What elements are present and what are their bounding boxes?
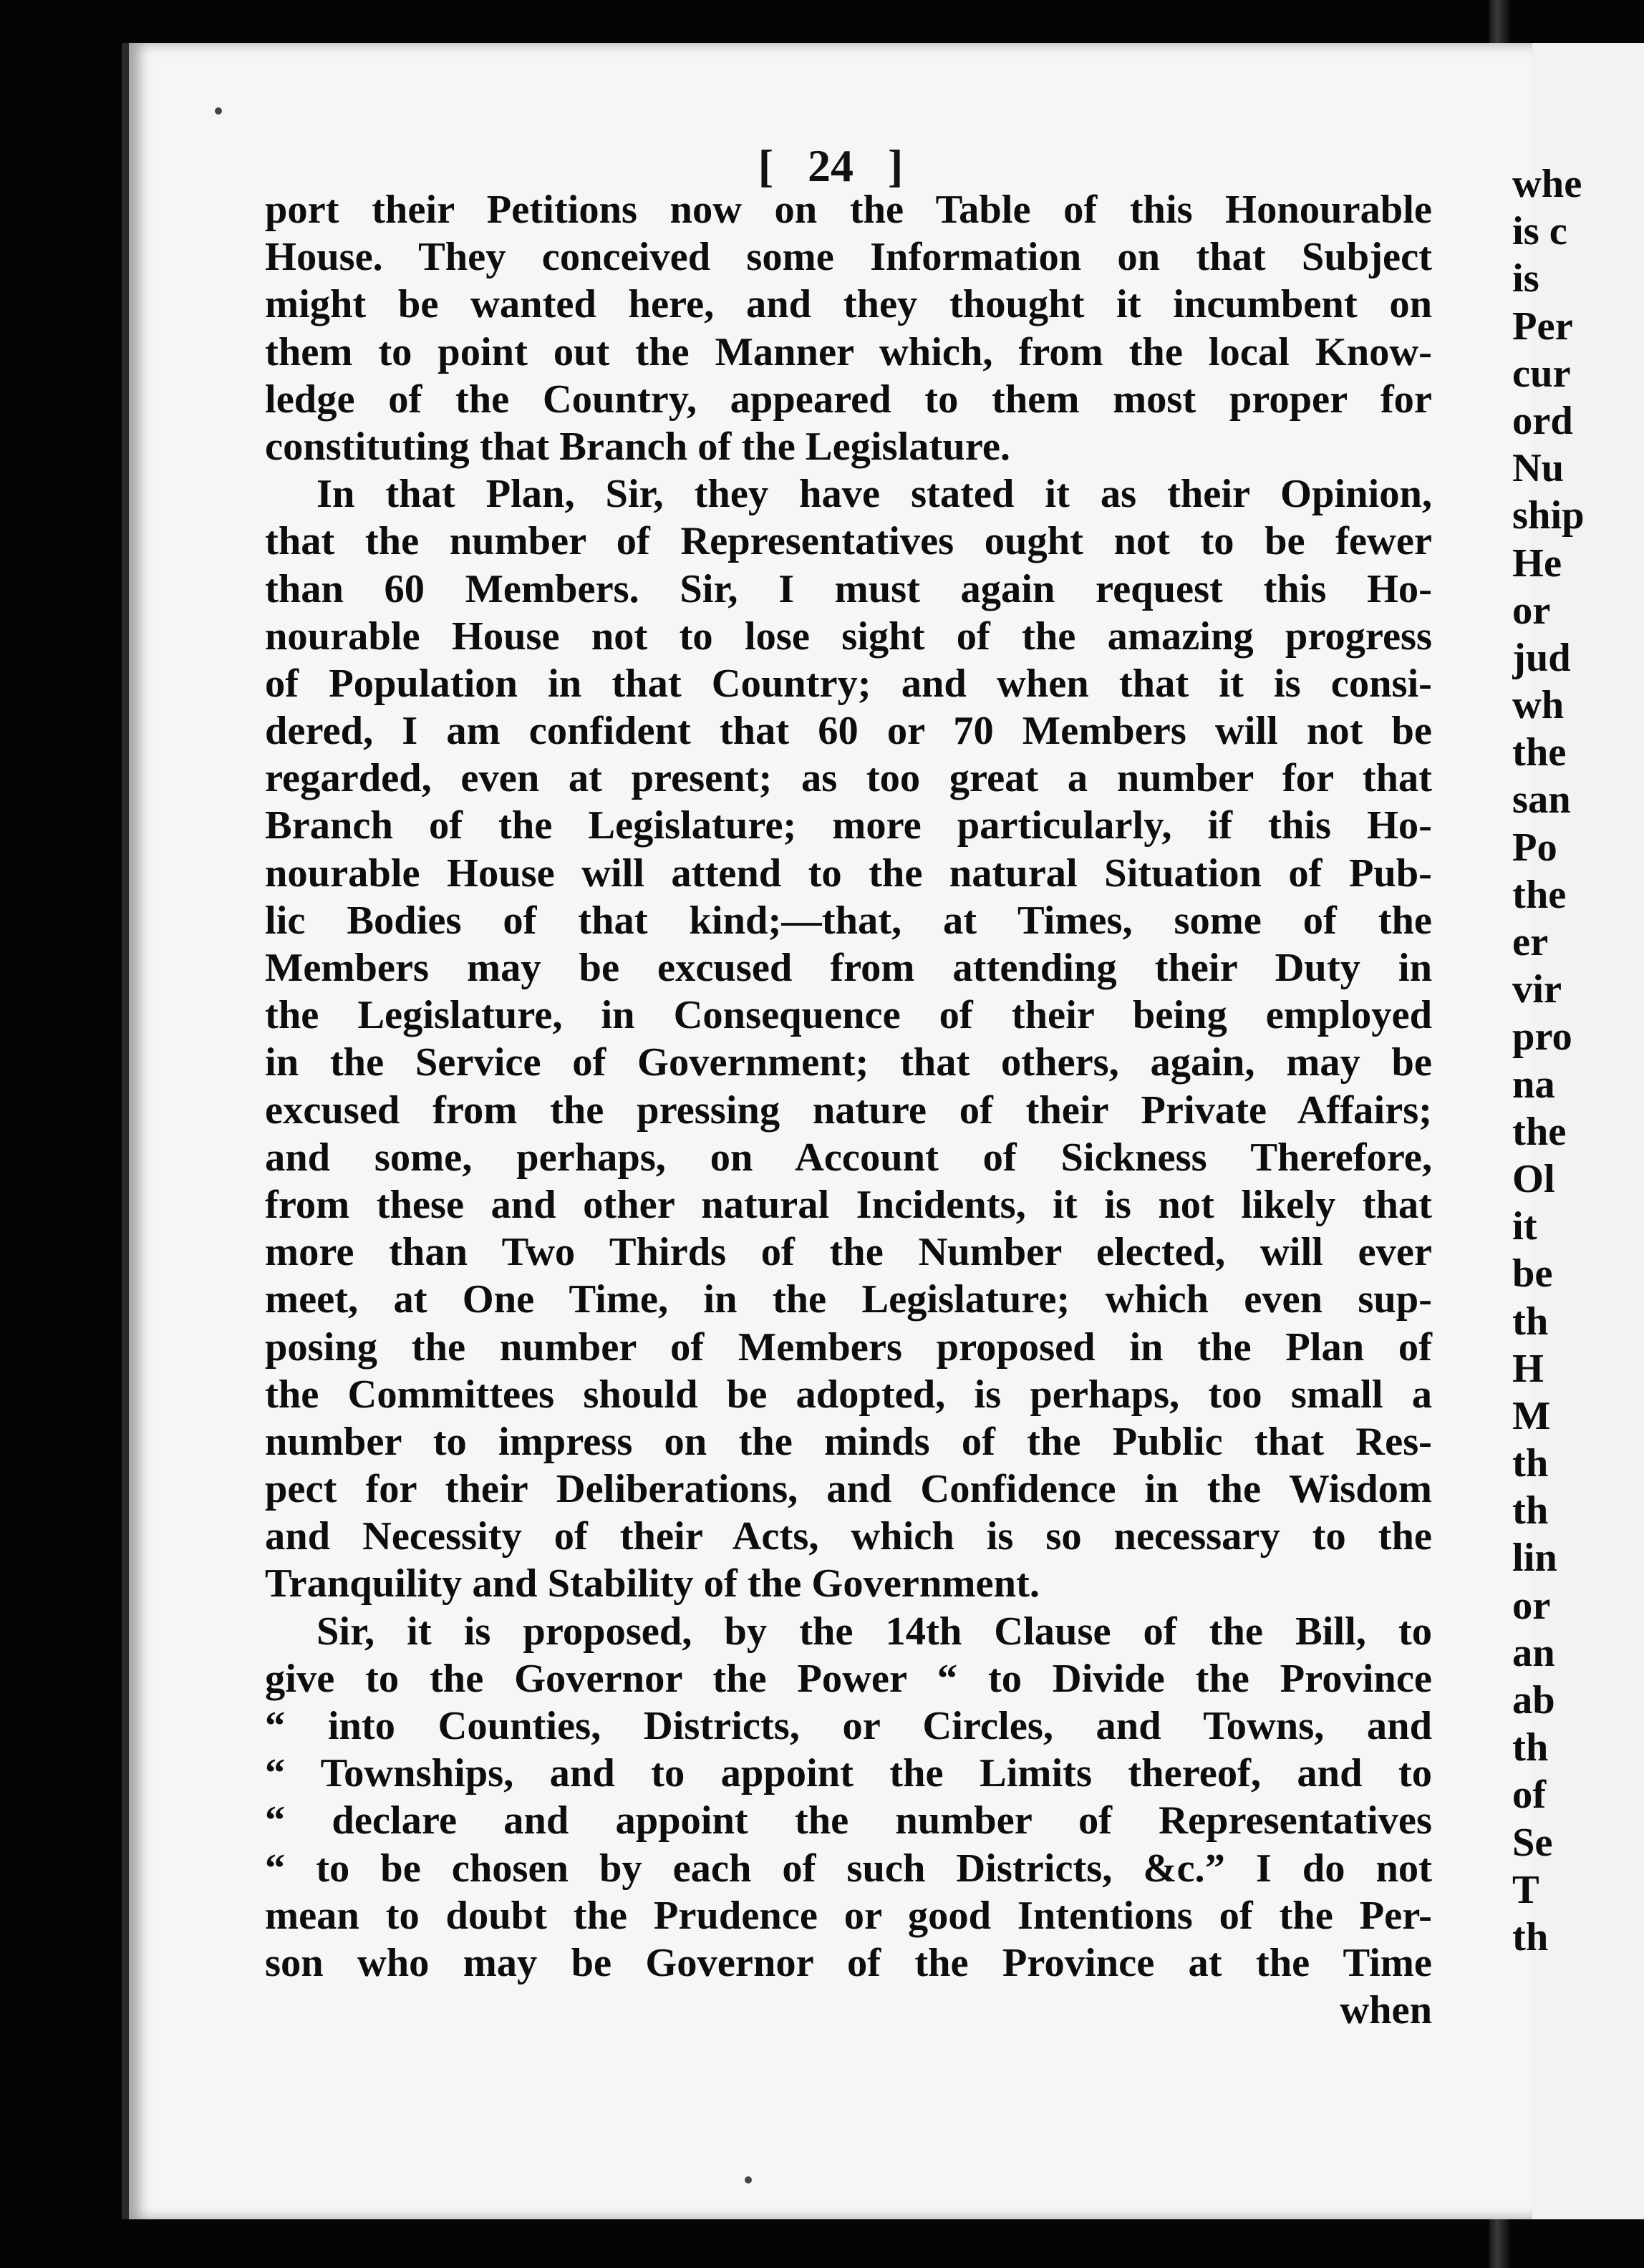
text-line: nourable House not to lose sight of the amazing progress — [265, 614, 1432, 659]
facing-line: th — [1512, 1725, 1549, 1770]
facing-line: ord — [1512, 398, 1573, 443]
facing-line: is c — [1512, 209, 1567, 254]
facing-line: whe — [1512, 162, 1582, 206]
page-header — [129, 140, 1532, 193]
facing-line: Per — [1512, 304, 1573, 349]
text-line: from these and other natural Incidents, it is not likely that — [265, 1182, 1432, 1227]
facing-line: th — [1512, 1441, 1549, 1486]
facing-line: na — [1512, 1062, 1555, 1107]
ink-speck — [745, 2176, 752, 2184]
facing-line: cur — [1512, 351, 1571, 396]
facing-line: Se — [1512, 1820, 1553, 1865]
facing-line: th — [1512, 1914, 1549, 1959]
facing-page-text — [1512, 160, 1641, 1961]
text-line: “ Townships, and to appoint the Limits thereof, and to — [265, 1751, 1432, 1796]
facing-line: H — [1512, 1346, 1544, 1391]
facing-line: jud — [1512, 635, 1571, 680]
facing-line: of — [1512, 1773, 1547, 1818]
text-line: pect for their Deliberations, and Confidence in the Wisdom — [265, 1467, 1432, 1512]
text-line: “ to be chosen by each of such Districts, &c.” I do not — [265, 1846, 1432, 1891]
facing-line: th — [1512, 1299, 1549, 1344]
bracket-open: [ — [758, 140, 773, 191]
facing-line: or — [1512, 1583, 1551, 1628]
facing-line: Ol — [1512, 1156, 1555, 1201]
facing-line: er — [1512, 920, 1549, 964]
text-line: Branch of the Legislature; more particularly, if this Ho- — [265, 803, 1432, 848]
text-line: posing the number of Members proposed in the Plan of — [265, 1324, 1432, 1370]
facing-line: the — [1512, 1109, 1567, 1154]
text-line: the Legislature, in Consequence of their being employed — [265, 993, 1432, 1038]
text-line: excused from the pressing nature of their Private Affairs; — [265, 1087, 1432, 1133]
page-number: 24 — [808, 140, 854, 191]
text-line: Members may be excused from attending their Duty in — [265, 946, 1432, 990]
text-line: son who may be Governor of the Province at the Time — [265, 1940, 1432, 1985]
facing-line: ship — [1512, 493, 1585, 538]
facing-line: Po — [1512, 825, 1557, 870]
facing-line: pro — [1512, 1014, 1572, 1060]
text-line: “ declare and appoint the number of Representatives — [265, 1798, 1432, 1843]
facing-line: He — [1512, 541, 1562, 586]
text-line: than 60 Members. Sir, I must again request this Ho- — [265, 566, 1432, 611]
text-line: ledge of the Country, appeared to them most proper for — [265, 377, 1432, 422]
facing-line: or — [1512, 588, 1551, 633]
text-line: “ into Counties, Districts, or Circles, and Towns, and — [265, 1704, 1432, 1748]
text-line: and Necessity of their Acts, which is so necessary to the — [265, 1514, 1432, 1559]
text-line: Sir, it is proposed, by the 14th Clause of the Bill, to — [316, 1609, 1432, 1654]
facing-line: ab — [1512, 1678, 1555, 1722]
facing-line: san — [1512, 777, 1571, 823]
text-line: and some, perhaps, on Account of Sickness Therefore, — [265, 1135, 1432, 1180]
text-line: that the number of Representatives ought not to be fewer — [265, 519, 1432, 564]
text-line: might be wanted here, and they thought it incumbent on — [265, 282, 1432, 327]
text-line: give to the Governor the Power “ to Divide the Province — [265, 1656, 1432, 1701]
text-line: dered, I am confident that 60 or 70 Members will not be — [265, 709, 1432, 754]
bracket-close: ] — [888, 140, 904, 191]
facing-line: vir — [1512, 967, 1562, 1012]
text-line: more than Two Thirds of the Number elected, will ever — [265, 1230, 1432, 1275]
facing-line: is — [1512, 256, 1539, 301]
text-line: constituting that Branch of the Legislature. — [265, 424, 1011, 469]
facing-line: M — [1512, 1393, 1551, 1438]
text-line: them to point out the Manner which, from the local Know- — [265, 329, 1432, 374]
facing-line: Nu — [1512, 446, 1565, 491]
text-line: lic Bodies of that kind;—that, at Times, some of the — [265, 898, 1432, 943]
facing-line: be — [1512, 1251, 1553, 1297]
text-line: in the Service of Government; that others, again, may be — [265, 1040, 1432, 1085]
facing-line: lin — [1512, 1536, 1557, 1581]
facing-line: th — [1512, 1488, 1549, 1533]
facing-line: it — [1512, 1204, 1537, 1249]
text-line: the Committees should be adopted, is perhaps, too small a — [265, 1372, 1432, 1417]
body-text — [265, 186, 1432, 2034]
ink-speck — [215, 107, 222, 115]
text-line: nourable House will attend to the natural Situation of Pub- — [265, 850, 1432, 896]
facing-line: the — [1512, 730, 1567, 775]
text-line: In that Plan, Sir, they have stated it as their Opinion, — [316, 472, 1432, 517]
text-line: meet, at One Time, in the Legislature; which even sup- — [265, 1277, 1432, 1322]
text-line: number to impress on the minds of the Public that Res- — [265, 1419, 1432, 1464]
facing-line: an — [1512, 1630, 1555, 1675]
text-line: Tranquility and Stability of the Government. — [265, 1561, 1040, 1606]
catchword: when — [1340, 1988, 1432, 2033]
text-line: mean to doubt the Prudence or good Intentions of the Per- — [265, 1893, 1432, 1938]
text-line: House. They conceived some Information on that Subject — [265, 235, 1432, 280]
text-line: port their Petitions now on the Table of this Honourable — [265, 188, 1432, 232]
facing-line: the — [1512, 872, 1567, 917]
facing-line: wh — [1512, 683, 1565, 728]
text-line: regarded, even at present; as too great a number for that — [265, 756, 1432, 801]
facing-line: T — [1512, 1867, 1539, 1912]
left-page — [122, 43, 1532, 2219]
text-line: of Population in that Country; and when that it is consi- — [265, 661, 1432, 706]
